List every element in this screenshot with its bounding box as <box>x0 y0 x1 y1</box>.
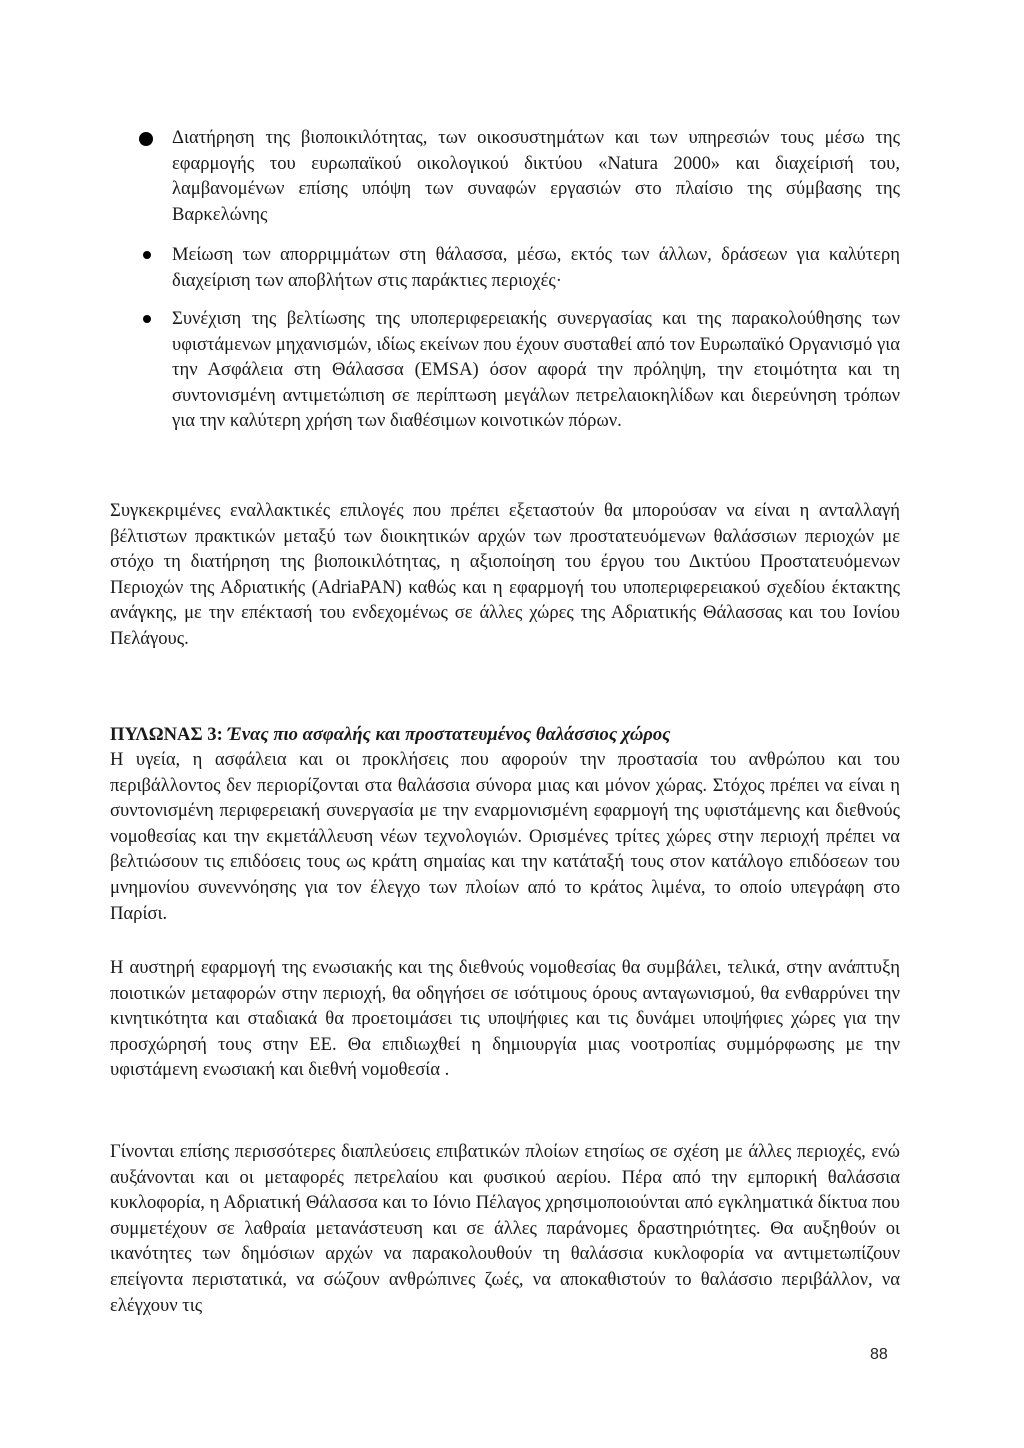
section-heading-title: Ένας πιο ασφαλής και προστατευμένος θαλάσσιος χώρος <box>227 724 671 745</box>
bullet-icon <box>143 315 151 323</box>
paragraph-legislation: Η αυστηρή εφαρμογή της ενωσιακής και της διεθνούς νομοθεσίας θα συμβάλει, τελικά, στην ανάπτυξη ποιοτικών μεταφορών στην περιοχή, θα οδηγήσει σε ισότιμους όρους ανταγωνισμού, θα ενθαρρύνει την κινητικότητα και σταδιακά θα προετοιμάσει τις υποψήφιες και τις δυνάμει υποψήφιες χώρες για την προσχώρησή τους στην ΕΕ. Θα επιδιωχθεί η δημιουργία μιας νοοτροπίας συμμόρφωσης με την υφιστάμενη ενωσιακή και διεθνή νομοθεσία . <box>110 957 900 1081</box>
paragraph-alternatives: Συγκεκριμένες εναλλακτικές επιλογές που πρέπει εξεταστούν θα μπορούσαν να είναι η ανταλλαγή βέλτιστων πρακτικών μεταξύ των διοικητικών αρχών των προστατευόμενων θαλάσσιων περιοχών με στόχο τη διατήρηση της βιοποικιλότητας, η αξιοποίηση του έργου του Δικτύου Προστατευόμενων Περιοχών της Αδριατικής (AdriaPAN) καθώς και η εφαρμογή του υποπεριφερειακού σχεδίου έκτακτης ανάγκης, με την επέκτασή του ενδεχομένως σε άλλες χώρες της Αδριατικής Θάλασσας και του Ιονίου Πελάγους. <box>110 500 900 649</box>
list-item-text: Διατήρηση της βιοποικιλότητας, των οικοσυστημάτων και των υπηρεσιών τους μέσω της εφαρμογής του ευρωπαϊκού οικολογικού δικτύου «Natura 2000» και διαχείρισή του, λαμβανομένων επίσης υπόψη των συναφών εργασιών στο πλαίσιο της σύμβασης της Βαρκελώνης <box>172 127 900 225</box>
bullet-icon <box>139 132 153 146</box>
bullet-icon <box>143 251 151 259</box>
paragraph-health-safety: Η υγεία, η ασφάλεια και οι προκλήσεις που αφορούν την προστασία του ανθρώπου και του περιβάλλοντος δεν περιορίζονται στα θαλάσσια σύνορα μιας και μόνον χώρας. Στόχος πρέπει να είναι η συντονισμένη περιφερειακή συνεργασία με την εναρμονισμένη εφαρμογή της υφιστάμενης και διεθνούς νομοθεσίας και την εκμετάλλευση νέων τεχνολογιών. Ορισμένες τρίτες χώρες στην περιοχή πρέπει να βελτιώσουν τις επιδόσεις τους ως κράτη σημαίας και την κατάταξή τους στον κατάλογο επιδόσεων του μνημονίου συνεννόησης για τον έλεγχο των πλοίων από το κράτος λιμένα, το οποίο υπεγράφη στο Παρίσι. <box>110 749 900 924</box>
list-item-text: Συνέχιση της βελτίωσης της υποπεριφερειακής συνεργασίας και της παρακολούθησης των υφιστάμενων μηχανισμών, ιδίως εκείνων που έχουν συσταθεί από τον Ευρωπαϊκό Οργανισμό για την Ασφάλεια στη Θάλασσα (EMSA) όσον αφορά την πρόληψη, την ετοιμότητα και τη συντονισμένη αντιμετώπιση σε περίπτωση μεγάλων πετρελαιοκηλίδων και διερεύνηση τρόπων για την καλύτερη χρήση των διαθέσιμων κοινοτικών πόρων. <box>172 308 900 431</box>
list-item-text: Μείωση των απορριμμάτων στη θάλασσα, μέσω, εκτός των άλλων, δράσεων για καλύτερη διαχείριση των αποβλήτων στις παράκτιες περιοχές· <box>172 244 900 291</box>
list-item <box>110 125 900 227</box>
section-heading <box>110 722 900 748</box>
page-number: 88 <box>870 1346 888 1363</box>
list-item <box>110 306 900 434</box>
paragraph-traffic: Γίνονται επίσης περισσότερες διαπλεύσεις επιβατικών πλοίων ετησίως σε σχέση με άλλες περιοχές, ενώ αυξάνονται και οι μεταφορές πετρελαίου και φυσικού αερίου. Πέρα από την εμπορική θαλάσσια κυκλοφορία, η Αδριατική Θάλασσα και το Ιόνιο Πέλαγος χρησιμοποιούνται από εγκληματικά δίκτυα που συμμετέχουν σε λαθραία μετανάστευση και σε άλλες παράνομες δραστηριότητες. Θα αυξηθούν οι ικανότητες των δημόσιων αρχών να παρακολουθούν τη θαλάσσια κυκλοφορία να αντιμετωπίζουν επείγοντα περιστατικά, να σώζουν ανθρώπινες ζωές, να αποκαθιστούν το θαλάσσιο περιβάλλον, να ελέγχουν τις <box>110 1141 900 1316</box>
bullet-list <box>110 125 900 446</box>
section-heading-prefix: ΠΥΛΩΝΑΣ 3: <box>110 724 228 745</box>
list-item <box>110 242 900 293</box>
